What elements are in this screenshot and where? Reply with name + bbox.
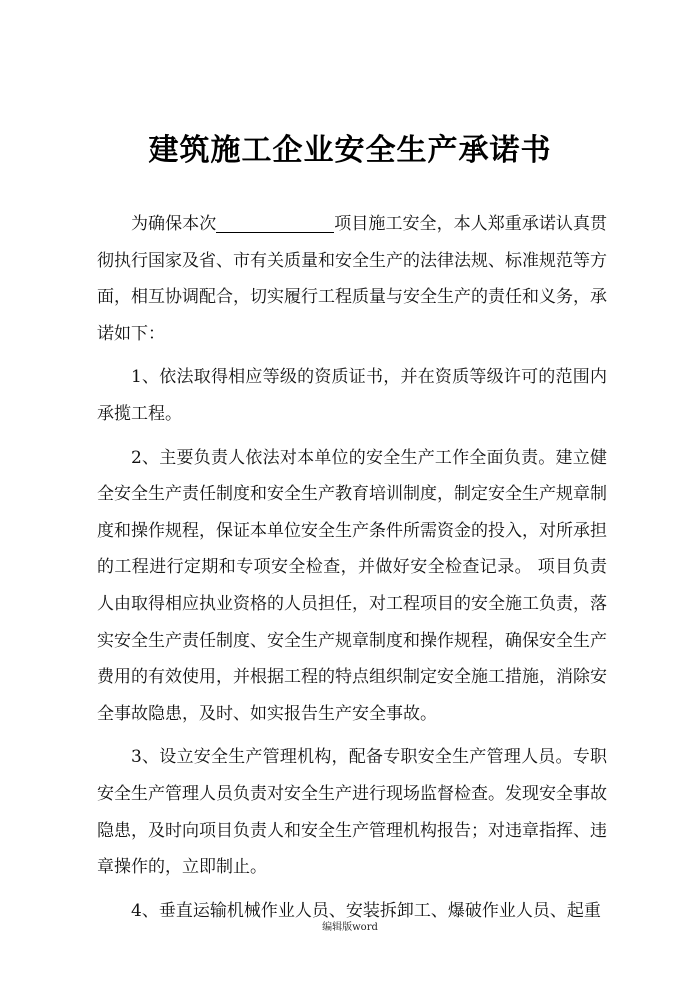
document-body (97, 206, 607, 936)
intro-text-before-blank: 为确保本次 (131, 214, 217, 234)
document-title: 建筑施工企业安全生产承诺书 (148, 133, 552, 168)
project-name-blank (216, 212, 334, 233)
commitment-item-2: 2、主要负责人依法对本单位的安全生产工作全面负责。建立健全安全生产责任制度和安全生产教育培训制度，制定安全生产规章制度和操作规程，保证本单位安全生产条件所需资金的投入，对所承担的工程进行定期和专项安全检查，并做好安全检查记录。 项目负责人由取得相应执业资格的人员担任，对工程项目的安全施工负责，落实安全生产责任制度、安全生产规章制度和操作规程，确保安全生产费用的有效使用，并根据工程的特点组织制定安全施工措施，消除安全事故隐患，及时、如实报告生产安全事故。 (97, 447, 607, 724)
intro-text-after-blank: 项目施工安全，本人郑重承诺认真贯彻执行国家及省、市有关质量和安全生产的法律法规、标准规范等方面，相互协调配合，切实履行工程质量与安全生产的责任和义务，承诺如下： (97, 214, 608, 344)
commitment-item-4: 4、垂直运输机械作业人员、安装拆卸工、爆破作业人员、起重 (131, 900, 601, 921)
commitment-item-1: 1、依法取得相应等级的资质证书，并在资质等级许可的范围内承揽工程。 (97, 367, 607, 424)
commitment-item-3: 3、设立安全生产管理机构，配备专职安全生产管理人员。专职安全生产管理人员负责对安全生产进行现场监督检查。发现安全事故隐患，及时向项目负责人和安全生产管理机构报告；对违章指挥、违章操作的，立即制止。 (97, 747, 607, 878)
intro-paragraph (97, 206, 607, 352)
page-footer: 编辑版word (322, 922, 378, 933)
